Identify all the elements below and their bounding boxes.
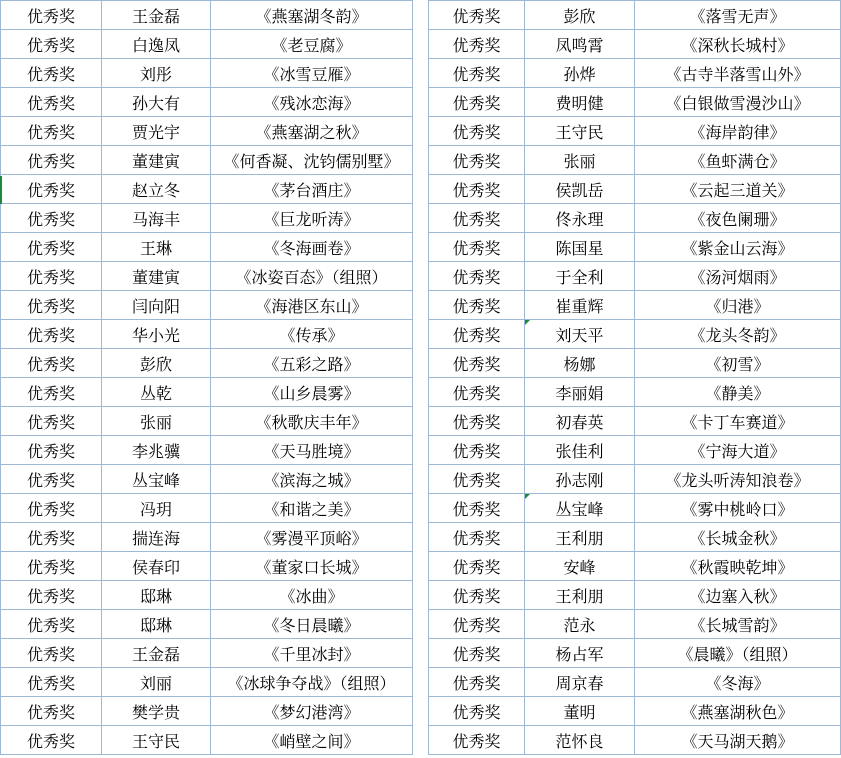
title-cell[interactable]: 《长城雪韵》 [635,610,841,639]
table-row [1,204,413,233]
title-cell[interactable]: 《雾漫平顶峪》 [211,523,413,552]
award-cell[interactable]: 优秀奖 [429,30,525,59]
name-cell[interactable]: 安峰 [525,552,635,581]
title-cell[interactable]: 《董家口长城》 [211,552,413,581]
table-row [1,494,413,523]
name-cell[interactable]: 王琳 [102,233,211,262]
title-cell[interactable]: 《传承》 [211,320,413,349]
award-cell[interactable]: 优秀奖 [1,378,102,407]
table-row [429,117,841,146]
name-cell[interactable]: 张佳利 [525,436,635,465]
name-cell[interactable]: 孙志刚 [525,465,635,494]
table-row [1,320,413,349]
name-cell[interactable]: 王守民 [525,117,635,146]
name-cell[interactable]: 张丽 [525,146,635,175]
award-cell[interactable]: 优秀奖 [1,1,102,30]
title-cell[interactable]: 《五彩之路》 [211,349,413,378]
title-cell[interactable]: 《和谐之美》 [211,494,413,523]
award-cell[interactable]: 优秀奖 [1,610,102,639]
name-cell[interactable]: 佟永理 [525,204,635,233]
table-row [429,523,841,552]
title-cell[interactable]: 《冰姿百态》（组照） [211,262,413,291]
title-cell[interactable]: 《冰曲》 [211,581,413,610]
title-cell[interactable]: 《长城金秋》 [635,523,841,552]
title-cell[interactable]: 《归港》 [635,291,841,320]
title-cell[interactable]: 《秋歌庆丰年》 [211,407,413,436]
award-cell[interactable]: 优秀奖 [429,668,525,697]
title-cell[interactable]: 《燕塞湖冬韵》 [211,1,413,30]
award-cell[interactable]: 优秀奖 [429,320,525,349]
title-cell[interactable]: 《山乡晨雾》 [211,378,413,407]
table-row [429,146,841,175]
cell-comment-marker [525,320,530,325]
award-cell[interactable]: 优秀奖 [1,697,102,726]
name-cell[interactable]: 董明 [525,697,635,726]
table-row [429,697,841,726]
award-cell[interactable]: 优秀奖 [1,494,102,523]
award-cell[interactable]: 优秀奖 [1,204,102,233]
table-row [429,581,841,610]
table-row [429,349,841,378]
title-cell[interactable]: 《落雪无声》 [635,1,841,30]
title-cell[interactable]: 《云起三道关》 [635,175,841,204]
title-cell[interactable]: 《峭壁之间》 [211,726,413,755]
table-row [1,349,413,378]
table-row [1,1,413,30]
name-cell[interactable]: 丛宝峰 [525,494,635,523]
name-cell[interactable]: 李兆骥 [102,436,211,465]
table-row [1,407,413,436]
award-cell[interactable]: 优秀奖 [429,233,525,262]
award-cell[interactable]: 优秀奖 [429,204,525,233]
table-row [1,378,413,407]
name-cell[interactable]: 范永 [525,610,635,639]
award-cell[interactable]: 优秀奖 [429,465,525,494]
name-cell[interactable]: 崔重辉 [525,291,635,320]
table-row [1,552,413,581]
award-cell[interactable]: 优秀奖 [1,320,102,349]
table-row [1,146,413,175]
table-row [1,581,413,610]
title-cell[interactable]: 《千里冰封》 [211,639,413,668]
title-cell[interactable]: 《汤河烟雨》 [635,262,841,291]
table-row [429,552,841,581]
award-cell[interactable]: 优秀奖 [429,291,525,320]
name-cell[interactable]: 王金磊 [102,1,211,30]
name-cell[interactable]: 丛宝峰 [102,465,211,494]
name-cell[interactable]: 彭欣 [102,349,211,378]
award-cell[interactable]: 优秀奖 [1,407,102,436]
title-cell[interactable]: 《天马胜境》 [211,436,413,465]
left-table-body [1,1,413,755]
award-cell[interactable]: 优秀奖 [1,146,102,175]
award-cell[interactable]: 优秀奖 [429,146,525,175]
award-cell[interactable]: 优秀奖 [1,291,102,320]
table-row [429,494,841,523]
title-cell[interactable]: 《海岸韵律》 [635,117,841,146]
name-cell[interactable]: 邸琳 [102,581,211,610]
award-cell[interactable]: 优秀奖 [1,639,102,668]
title-cell[interactable]: 《龙头听涛知浪卷》 [635,465,841,494]
title-cell[interactable]: 《静美》 [635,378,841,407]
table-row [429,668,841,697]
title-cell[interactable]: 《白银做雪漫沙山》 [635,88,841,117]
table-row [429,726,841,755]
name-cell[interactable]: 揣连海 [102,523,211,552]
award-cell[interactable]: 优秀奖 [429,523,525,552]
title-cell[interactable]: 《古寺半落雪山外》 [635,59,841,88]
name-cell[interactable]: 邸琳 [102,610,211,639]
table-row [1,668,413,697]
name-cell[interactable]: 王利朋 [525,581,635,610]
table-row [429,175,841,204]
table-row [1,726,413,755]
title-cell[interactable]: 《宁海大道》 [635,436,841,465]
table-row [429,436,841,465]
name-cell[interactable]: 马海丰 [102,204,211,233]
award-cell[interactable]: 优秀奖 [1,262,102,291]
title-cell[interactable]: 《冰雪豆雁》 [211,59,413,88]
award-cell[interactable]: 优秀奖 [429,494,525,523]
name-cell[interactable]: 张丽 [102,407,211,436]
award-cell[interactable]: 优秀奖 [429,59,525,88]
award-cell[interactable]: 优秀奖 [429,726,525,755]
table-row [1,639,413,668]
table-row [429,1,841,30]
award-cell[interactable]: 优秀奖 [429,262,525,291]
table-row [1,175,413,204]
table-row [1,697,413,726]
name-cell[interactable]: 侯春印 [102,552,211,581]
table-row [429,59,841,88]
award-cell[interactable]: 优秀奖 [1,523,102,552]
title-cell[interactable]: 《冬海画卷》 [211,233,413,262]
award-cell[interactable]: 优秀奖 [429,407,525,436]
title-cell[interactable]: 《冰球争夺战》（组照） [211,668,413,697]
name-cell[interactable]: 王利朋 [525,523,635,552]
left-award-table [0,0,413,755]
title-cell[interactable]: 《冬日晨曦》 [211,610,413,639]
name-cell[interactable]: 孙烨 [525,59,635,88]
name-cell[interactable]: 华小光 [102,320,211,349]
name-cell[interactable]: 董建寅 [102,146,211,175]
award-cell[interactable]: 优秀奖 [1,233,102,262]
award-cell[interactable]: 优秀奖 [1,465,102,494]
award-cell[interactable]: 优秀奖 [1,117,102,146]
table-row [429,639,841,668]
name-cell[interactable]: 刘丽 [102,668,211,697]
award-cell[interactable]: 优秀奖 [1,581,102,610]
name-cell[interactable]: 初春英 [525,407,635,436]
title-cell[interactable]: 《海港区东山》 [211,291,413,320]
table-row [429,465,841,494]
title-cell[interactable]: 《初雪》 [635,349,841,378]
award-cell[interactable]: 优秀奖 [429,117,525,146]
table-row [1,291,413,320]
table-row [429,378,841,407]
award-cell[interactable]: 优秀奖 [429,697,525,726]
name-cell[interactable]: 周京春 [525,668,635,697]
name-cell[interactable]: 董建寅 [102,262,211,291]
table-row [429,262,841,291]
table-row [1,59,413,88]
title-cell[interactable]: 《鱼虾满仓》 [635,146,841,175]
table-row [1,262,413,291]
table-row [1,523,413,552]
name-cell[interactable]: 凤鸣霄 [525,30,635,59]
award-cell[interactable]: 优秀奖 [1,175,102,204]
table-row [429,610,841,639]
title-cell[interactable]: 《滨海之城》 [211,465,413,494]
title-cell[interactable]: 《边塞入秋》 [635,581,841,610]
title-cell[interactable]: 《冬海》 [635,668,841,697]
title-cell[interactable]: 《晨曦》（组照） [635,639,841,668]
table-row [429,88,841,117]
name-cell[interactable]: 贾光宇 [102,117,211,146]
title-cell[interactable]: 《秋霞映乾坤》 [635,552,841,581]
title-cell[interactable]: 《梦幻港湾》 [211,697,413,726]
name-cell[interactable]: 彭欣 [525,1,635,30]
title-cell[interactable]: 《夜色阑珊》 [635,204,841,233]
name-cell[interactable]: 白逸凤 [102,30,211,59]
selected-cell-marker [0,176,2,204]
name-cell[interactable]: 丛乾 [102,378,211,407]
award-cell[interactable]: 优秀奖 [1,30,102,59]
title-cell[interactable]: 《巨龙听涛》 [211,204,413,233]
name-cell[interactable]: 于全利 [525,262,635,291]
award-cell[interactable]: 优秀奖 [429,175,525,204]
name-cell[interactable]: 侯凯岳 [525,175,635,204]
award-cell[interactable]: 优秀奖 [429,639,525,668]
table-row [1,233,413,262]
name-cell[interactable]: 费明健 [525,88,635,117]
name-cell[interactable]: 赵立冬 [102,175,211,204]
title-cell[interactable]: 《深秋长城村》 [635,30,841,59]
table-row [429,320,841,349]
table-row [429,233,841,262]
title-cell[interactable]: 《燕塞湖之秋》 [211,117,413,146]
table-row [1,30,413,59]
name-cell[interactable]: 李丽娟 [525,378,635,407]
award-cell[interactable]: 优秀奖 [1,88,102,117]
name-cell[interactable]: 刘彤 [102,59,211,88]
award-cell[interactable]: 优秀奖 [1,59,102,88]
award-cell[interactable]: 优秀奖 [1,668,102,697]
award-cell[interactable]: 优秀奖 [429,1,525,30]
award-cell[interactable]: 优秀奖 [429,436,525,465]
name-cell[interactable]: 闫向阳 [102,291,211,320]
cell-comment-marker [525,494,530,499]
award-cell[interactable]: 优秀奖 [429,581,525,610]
name-cell[interactable]: 刘天平 [525,320,635,349]
award-cell[interactable]: 优秀奖 [1,349,102,378]
name-cell[interactable]: 陈国星 [525,233,635,262]
name-cell[interactable]: 冯玥 [102,494,211,523]
title-cell[interactable]: 《老豆腐》 [211,30,413,59]
title-cell[interactable]: 《卡丁车赛道》 [635,407,841,436]
award-cell[interactable]: 优秀奖 [429,552,525,581]
award-cell[interactable]: 优秀奖 [1,436,102,465]
title-cell[interactable]: 《何香凝、沈钧儒别墅》 [211,146,413,175]
table-row [1,465,413,494]
table-row [429,291,841,320]
title-cell[interactable]: 《龙头冬韵》 [635,320,841,349]
title-cell[interactable]: 《天马湖天鹅》 [635,726,841,755]
name-cell[interactable]: 杨娜 [525,349,635,378]
name-cell[interactable]: 孙大有 [102,88,211,117]
table-row [1,610,413,639]
name-cell[interactable]: 樊学贵 [102,697,211,726]
table-row [1,88,413,117]
title-cell[interactable]: 《雾中桃岭口》 [635,494,841,523]
title-cell[interactable]: 《紫金山云海》 [635,233,841,262]
name-cell[interactable]: 范怀良 [525,726,635,755]
table-row [429,204,841,233]
table-row [1,117,413,146]
right-table-body [429,1,841,755]
table-row [1,436,413,465]
award-cell[interactable]: 优秀奖 [1,726,102,755]
name-cell[interactable]: 王金磊 [102,639,211,668]
title-cell[interactable]: 《茅台酒庄》 [211,175,413,204]
table-row [429,407,841,436]
award-cell[interactable]: 优秀奖 [429,378,525,407]
award-cell[interactable]: 优秀奖 [429,88,525,117]
right-award-table [428,0,841,755]
table-row [429,30,841,59]
title-cell[interactable]: 《燕塞湖秋色》 [635,697,841,726]
award-cell[interactable]: 优秀奖 [1,552,102,581]
name-cell[interactable]: 王守民 [102,726,211,755]
title-cell[interactable]: 《残冰恋海》 [211,88,413,117]
award-cell[interactable]: 优秀奖 [429,610,525,639]
award-cell[interactable]: 优秀奖 [429,349,525,378]
name-cell[interactable]: 杨占军 [525,639,635,668]
